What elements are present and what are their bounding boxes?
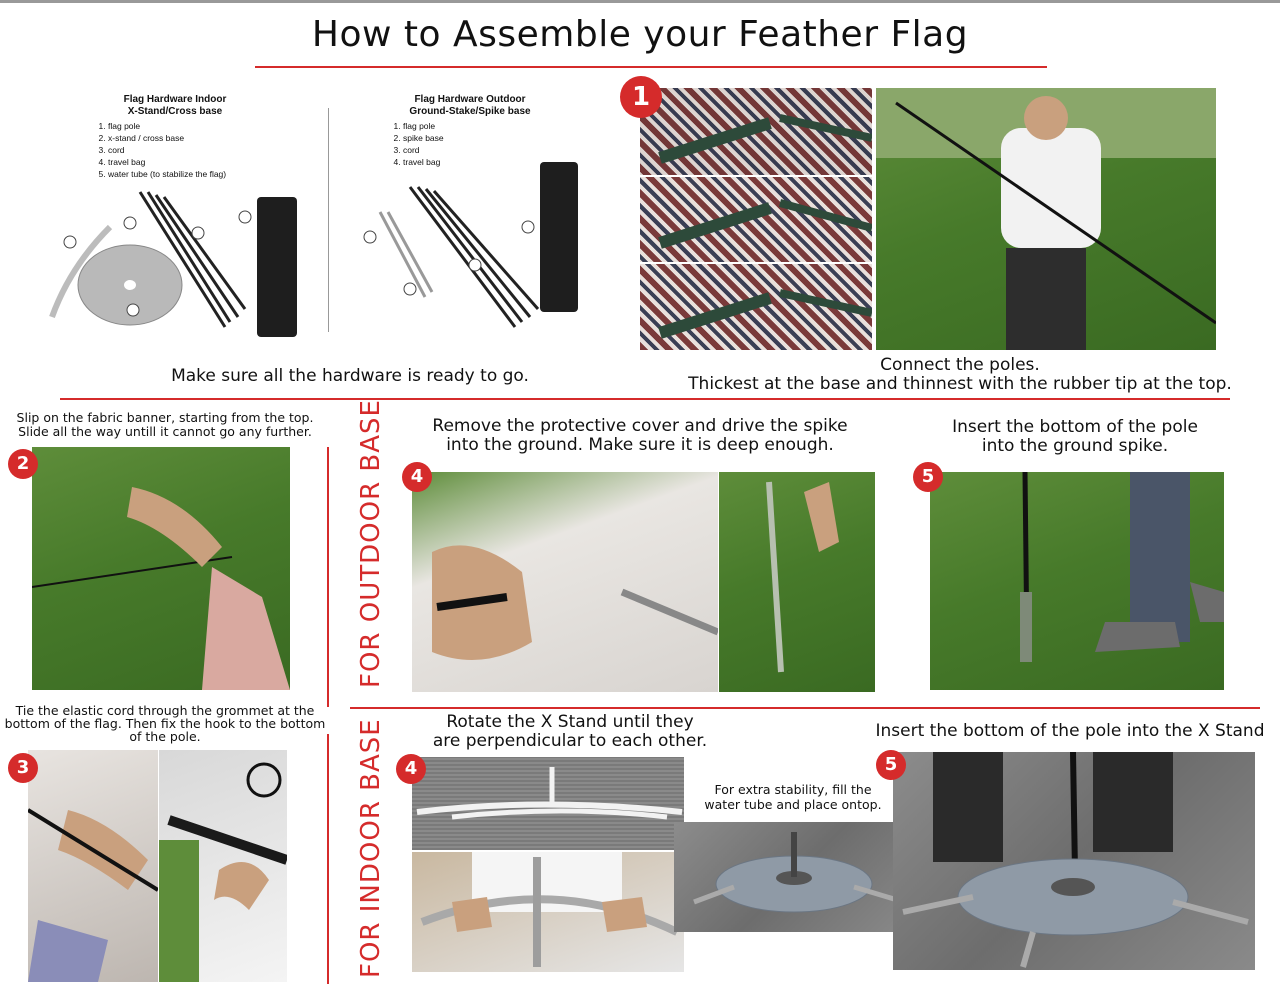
- step1-caption-line2: Thickest at the base and thinnest with the rubber tip at the top.: [688, 374, 1232, 394]
- title-underline: [255, 66, 1047, 68]
- outdoor-step4-photo-cover: [412, 472, 718, 692]
- indoor-step4-number: 4: [396, 754, 426, 784]
- list-item: 4. travel bag: [108, 156, 226, 168]
- outdoor-title-line1: Flag Hardware Outdoor: [414, 94, 526, 105]
- indoor-hardware-illustration: [40, 187, 320, 342]
- list-item: 3. cord: [403, 144, 444, 156]
- indoor-step4-caption: [400, 713, 740, 751]
- list-item: 1. flag pole: [108, 120, 226, 132]
- outdoor-step5-caption-line2: into the ground spike.: [981, 436, 1169, 456]
- page-title: How to Assemble your Feather Flag: [311, 14, 969, 55]
- outdoor-hardware-diagram: [340, 92, 610, 342]
- list-item: 2. x-stand / cross base: [108, 132, 226, 144]
- indoor-extra-caption-line1: For extra stability, fill the: [714, 782, 872, 797]
- indoor-side-label: FOR INDOOR BASE: [356, 718, 386, 978]
- indoor-step4-photo-hands: [412, 852, 684, 972]
- step3-caption-line2: bottom of the flag. Then fix the hook to the bottom: [4, 716, 326, 731]
- outdoor-step4-caption-line2: into the ground. Make sure it is deep enough.: [446, 435, 834, 455]
- step2-caption-line2: Slide all the way untill it cannot go any further.: [18, 424, 312, 439]
- indoor-title-line2: X-Stand/Cross base: [127, 106, 223, 117]
- list-item: 5. water tube (to stabilize the flag): [108, 168, 226, 180]
- step1-photo-poles: [640, 88, 872, 350]
- outdoor-indoor-divider: [350, 707, 1260, 709]
- indoor-extra-caption-line2: water tube and place ontop.: [704, 797, 882, 812]
- step3-photo-grommet: [28, 750, 158, 982]
- indoor-step4-caption-line2: are perpendicular to each other.: [432, 731, 708, 751]
- indoor-hardware-list: [90, 120, 226, 180]
- outdoor-step5-photo: [930, 472, 1224, 690]
- step1-caption-line1: Connect the poles.: [880, 355, 1040, 375]
- indoor-step4-caption-line1: Rotate the X Stand until they: [446, 712, 694, 732]
- indoor-title-line1: Flag Hardware Indoor: [123, 94, 227, 105]
- step3-photo-hook: [159, 750, 287, 982]
- hardware-caption: Make sure all the hardware is ready to go.: [171, 366, 529, 386]
- outdoor-step4-photo-spike: [719, 472, 875, 692]
- outdoor-step5-caption-line1: Insert the bottom of the pole: [952, 417, 1198, 437]
- outdoor-step5-caption: [900, 418, 1250, 456]
- list-item: 2. spike base: [403, 132, 444, 144]
- outdoor-title-line2: Ground-Stake/Spike base: [409, 106, 531, 117]
- step3-caption: [0, 704, 330, 743]
- indoor-step5-photo: [893, 752, 1255, 970]
- hardware-divider: [328, 108, 329, 332]
- outdoor-side-label: FOR OUTDOOR BASE: [356, 399, 386, 688]
- step2-caption: [0, 411, 330, 439]
- left-column-divider: [327, 447, 329, 707]
- step1-caption: [640, 356, 1280, 394]
- step3-number: 3: [8, 753, 38, 783]
- left-column-divider-lower: [327, 734, 329, 984]
- indoor-extra-photo-watertube: [674, 822, 914, 932]
- step2-caption-line1: Slip on the fabric banner, starting from the top.: [16, 410, 314, 425]
- indoor-hardware-diagram: [40, 92, 320, 342]
- outdoor-step5-number: 5: [913, 462, 943, 492]
- outdoor-hardware-illustration: [340, 157, 610, 337]
- outdoor-step4-caption: [400, 417, 880, 455]
- step2-number: 2: [8, 449, 38, 479]
- indoor-extra-caption: [688, 782, 898, 812]
- list-item: 3. cord: [108, 144, 226, 156]
- step1-photo-man: [876, 88, 1216, 350]
- step2-photo: [32, 447, 290, 690]
- indoor-step5-caption: Insert the bottom of the pole into the X Stand: [875, 721, 1265, 741]
- step3-caption-line1: Tie the elastic cord through the grommet at the: [15, 703, 315, 718]
- section-divider: [60, 398, 1230, 400]
- list-item: 1. flag pole: [403, 120, 444, 132]
- outdoor-step4-caption-line1: Remove the protective cover and drive the spike: [432, 416, 848, 436]
- top-border: [0, 0, 1280, 3]
- indoor-step4-photo-xstand: [412, 757, 684, 850]
- indoor-step5-number: 5: [876, 750, 906, 780]
- outdoor-step4-number: 4: [402, 462, 432, 492]
- list-item: 4. travel bag: [403, 156, 444, 168]
- step1-number: 1: [620, 76, 662, 118]
- step3-caption-line3: of the pole.: [129, 729, 201, 744]
